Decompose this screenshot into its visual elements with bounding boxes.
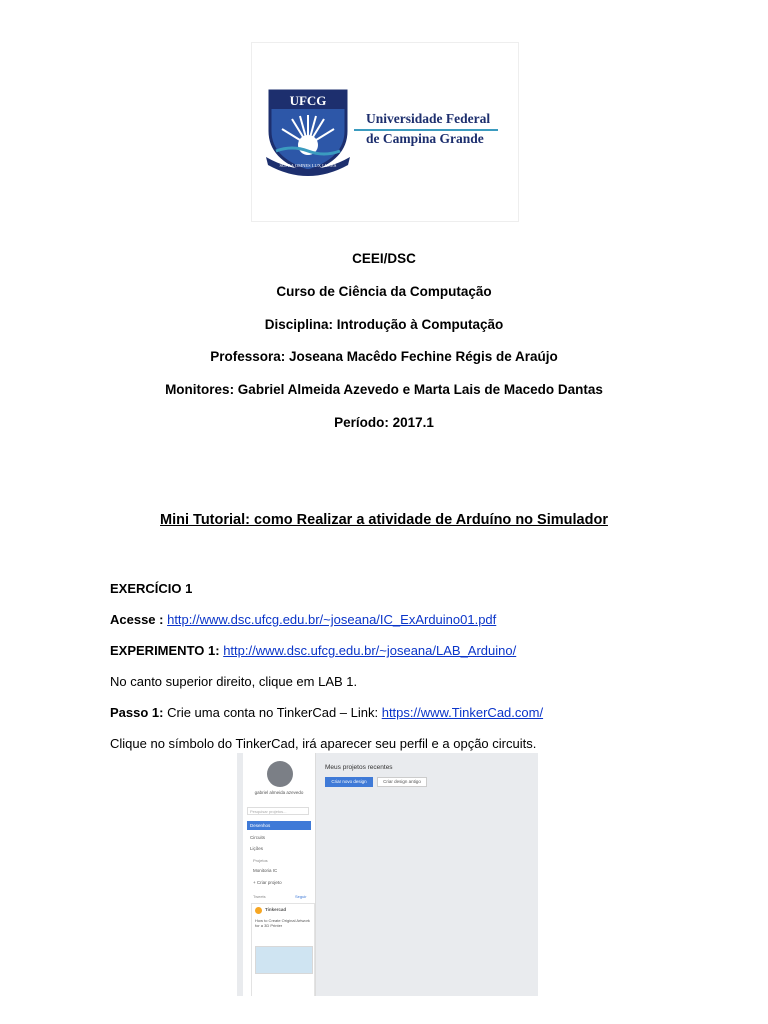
recent-projects-title: Meus projetos recentes xyxy=(325,764,393,771)
exercise-heading: EXERCÍCIO 1 xyxy=(110,581,193,596)
step1-paragraph xyxy=(110,704,543,721)
experiment-link[interactable]: http://www.dsc.ufcg.edu.br/~joseana/LAB_Arduino/ xyxy=(223,643,517,658)
click-instruction: Clique no símbolo do TinkerCad, irá aparecer seu perfil e a opção circuits. xyxy=(110,736,537,751)
sidebar-item-desenhos: Desenhos xyxy=(247,821,311,830)
tweet-text: How to Create Original Artwork for a 3D Printer xyxy=(255,918,310,928)
experiment-paragraph xyxy=(110,642,516,659)
tweet-card xyxy=(251,903,315,996)
access-paragraph xyxy=(110,611,496,628)
tweets-label: Tweets xyxy=(253,894,266,899)
sidebar-item-circuits: Circuits xyxy=(250,835,266,840)
access-link[interactable]: http://www.dsc.ufcg.edu.br/~joseana/IC_ExArduino01.pdf xyxy=(167,612,497,627)
professor-line: Professora: Joseana Macêdo Fechine Régis de Araújo xyxy=(210,349,558,364)
create-project-link: + Criar projeto xyxy=(253,880,282,885)
old-design-button: Criar design antigo xyxy=(377,777,427,787)
period-line: Período: 2017.1 xyxy=(334,415,434,430)
step1-label: Passo 1: xyxy=(110,705,164,720)
tinkercad-link[interactable]: https://www.TinkerCad.com/ xyxy=(381,705,544,720)
step1-text: Crie uma conta no TinkerCad – Link: xyxy=(163,705,382,720)
course-line: Curso de Ciência da Computação xyxy=(276,284,492,299)
sidebar-item-licoes: Lições xyxy=(250,846,264,851)
tweet-author: Tinkercad xyxy=(265,907,287,912)
tweet-image xyxy=(255,946,313,974)
tweet-avatar-icon xyxy=(255,907,262,914)
avatar-icon xyxy=(267,761,293,787)
experiment-label: EXPERIMENTO 1: xyxy=(110,643,224,658)
dept-line: CEEI/DSC xyxy=(352,251,416,266)
tinkercad-sidebar xyxy=(243,753,316,996)
projects-label: Projetos xyxy=(253,858,268,863)
monitors-line: Monitores: Gabriel Almeida Azevedo e Marta Lais de Macedo Dantas xyxy=(165,382,603,397)
logo-acronym: UFCG xyxy=(289,93,327,108)
access-label: Acesse : xyxy=(110,612,168,627)
logo-motto: SUPRA OMNES LUX LUCES xyxy=(279,163,337,168)
tutorial-title: Mini Tutorial: como Realizar a atividade de Arduíno no Simulador xyxy=(160,512,608,528)
project-item: Monitoria IC xyxy=(253,868,278,873)
new-design-button: Criar novo design xyxy=(325,777,373,787)
corner-instruction: No canto superior direito, clique em LAB 1. xyxy=(110,674,358,689)
follow-link: Seguir xyxy=(295,894,307,899)
university-name-line2: de Campina Grande xyxy=(366,131,484,146)
tinkercad-screenshot xyxy=(237,753,538,996)
university-logo xyxy=(251,42,519,222)
university-name-line1: Universidade Federal xyxy=(366,111,491,126)
profile-username: gabriel almeida azevedo xyxy=(254,790,304,795)
discipline-line: Disciplina: Introdução à Computação xyxy=(264,317,504,332)
project-search-input: Pesquisar projetos... xyxy=(247,807,309,815)
